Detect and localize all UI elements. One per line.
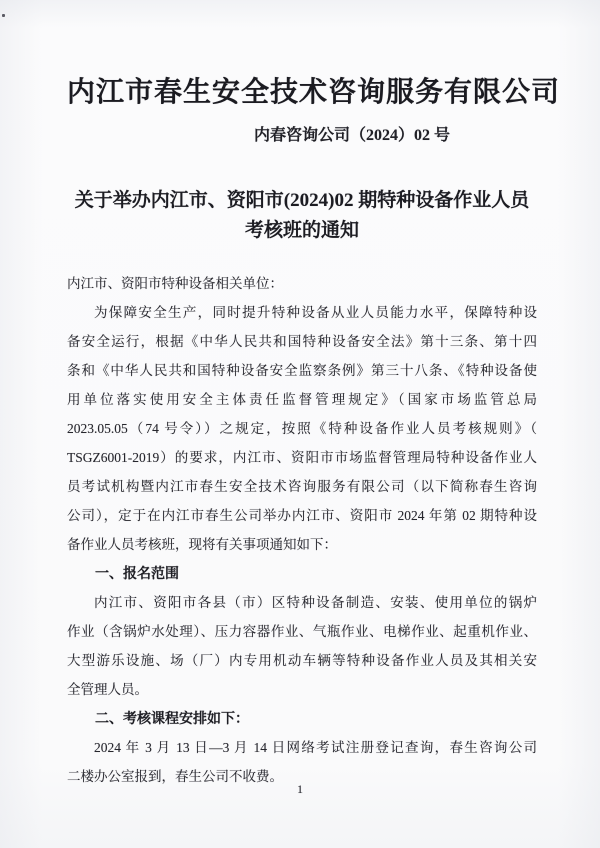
body-line: 2024 年 3 月 13 日—3 月 14 日网络考试注册登记查询，春生咨询公司	[94, 740, 537, 755]
body-line: 备安全运行，根据《中华人民共和国特种设备安全法》第十三条、第十四	[67, 334, 537, 349]
body-line: 备作业人员考核班，现将有关事项通知如下：	[67, 537, 337, 552]
body-line: 二楼办公室报到，春生公司不收费。	[67, 769, 283, 784]
body-line: 内江市、资阳市各县（市）区特种设备制造、安装、使用单位的锅炉	[94, 595, 537, 610]
section-heading-1: 一、报名范围	[95, 565, 179, 581]
notice-title-line2: 考核班的通知	[244, 220, 359, 241]
body-line: 条和《中华人民共和国特种设备安全监察条例》第三十八条、《特种设备使	[67, 363, 537, 378]
body-line: 员考试机构暨内江市春生安全技术咨询服务有限公司（以下简称春生咨询	[67, 479, 537, 494]
body-line: 全管理人员。	[67, 682, 148, 697]
scan-speck	[2, 14, 5, 17]
notice-title	[67, 186, 537, 246]
body-line: 用单位落实使用安全主体责任监督管理规定》（国家市场监管总局	[67, 392, 537, 407]
salutation-line: 内江市、资阳市特种设备相关单位：	[67, 276, 283, 291]
notice-title-line1: 关于举办内江市、资阳市(2024)02 期特种设备作业人员	[74, 190, 530, 211]
body-line: TSGZ6001-2019）的要求，内江市、资阳市市场监督管理局特种设备作业人	[67, 450, 537, 465]
notice-body	[67, 269, 537, 791]
company-title: 内江市春生安全技术咨询服务有限公司	[67, 77, 561, 108]
page-number: 1	[297, 782, 303, 796]
section-heading-2: 二、考核课程安排如下：	[95, 710, 249, 726]
body-line: 大型游乐设施、场（厂）内专用机动车辆等特种设备作业人员及其相关安	[67, 653, 537, 668]
document-number: 内春咨询公司（2024）02 号	[253, 127, 450, 144]
body-line: 作业（含锅炉水处理）、压力容器作业、气瓶作业、电梯作业、起重机作业、	[67, 624, 537, 639]
body-line: 2023.05.05（74 号令））之规定，按照《特种设备作业人员考核规则》（	[67, 421, 537, 436]
body-line: 为保障安全生产，同时提升特种设备从业人员能力水平，保障特种设	[94, 305, 537, 320]
body-line: 公司），定于在内江市春生公司举办内江市、资阳市 2024 年第 02 期特种设	[67, 508, 537, 523]
